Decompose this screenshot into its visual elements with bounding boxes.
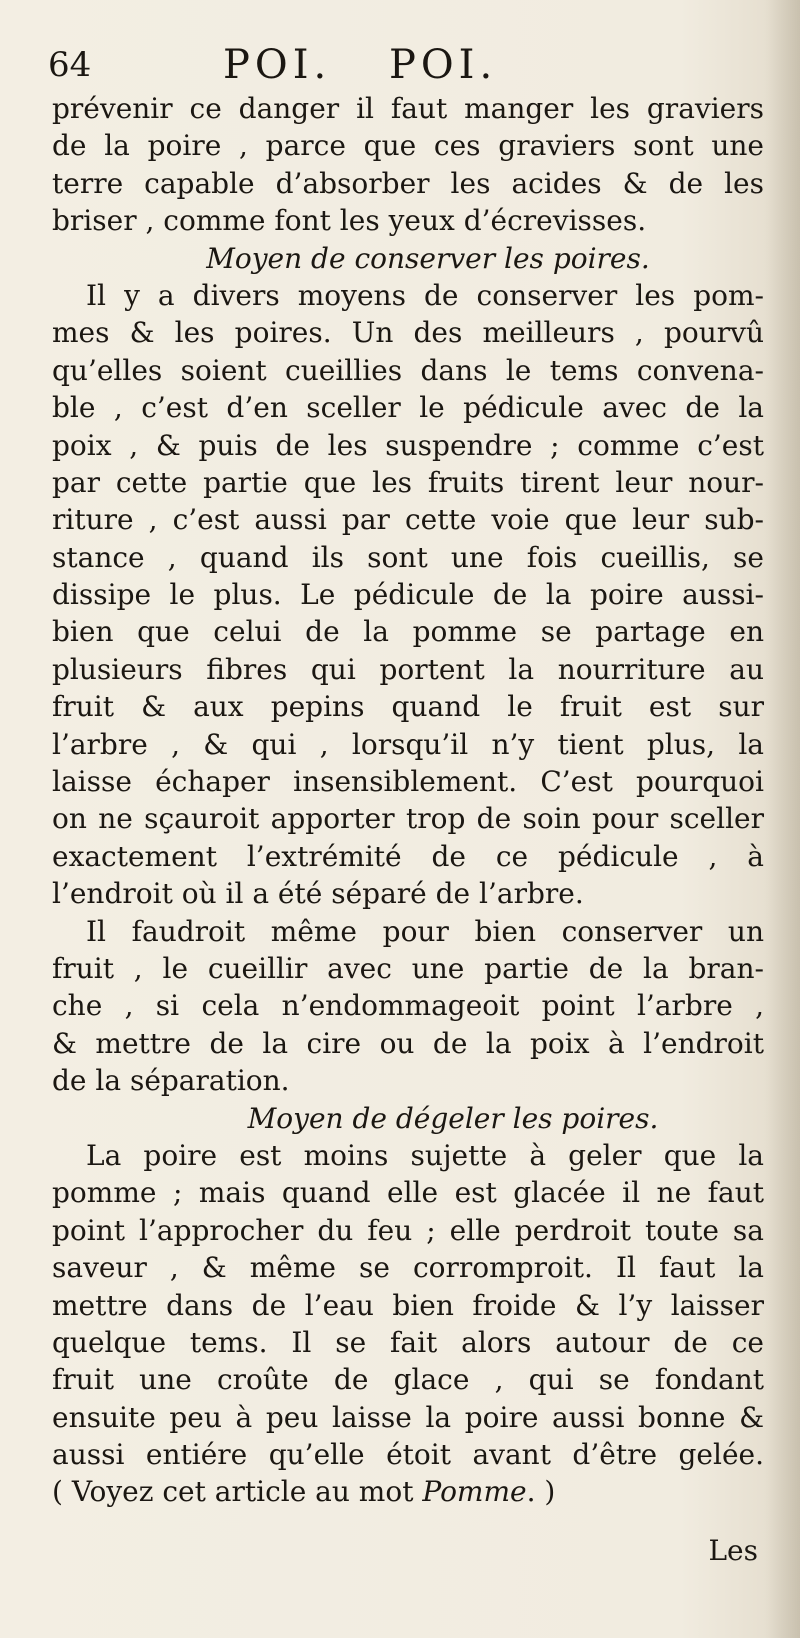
text-line: l’arbre , & qui , lorsqu’il n’y tient plus, la [52,727,764,761]
text-line: & mettre de la cire ou de la poix à l’endroit [52,1026,764,1060]
page-header [48,40,768,90]
text-line: briser , comme font les yeux d’écrevisses. [52,204,647,238]
body-text [52,90,764,1511]
reference-term: Pomme [422,1475,527,1509]
text-line: La poire est moins sujette à geler que la [86,1138,764,1172]
text-line: aussi entiére qu’elle étoit avant d’être gelée. [52,1438,764,1472]
text-line: Il faudroit même pour bien conserver un [86,914,764,948]
text-line: mes & les poires. Un des meilleurs , pourvû [52,316,764,350]
text-line: on ne sçauroit apporter trop de soin pour sceller [52,802,764,836]
text-line: prévenir ce danger il faut manger les graviers [52,92,764,125]
reference-prefix: ( Voyez cet article au mot [52,1475,423,1509]
text-line: che , si cela n’endommageoit point l’arbre , [52,989,764,1023]
reference-suffix: . ) [526,1475,556,1509]
text-line: saveur , & même se corromproit. Il faut la [52,1251,764,1285]
section-heading: Moyen de dégeler les poires. [247,1101,659,1135]
running-head: POI. POI. [223,42,498,88]
text-line: terre capable d’absorber les acides & de les [52,166,764,200]
catchword: Les [708,1534,758,1567]
text-line: par cette partie que les fruits tirent leur nour- [52,465,764,499]
cross-reference [52,1473,764,1510]
text-line: de la poire , parce que ces graviers sont une [52,129,764,163]
text-line: pomme ; mais quand elle est glacée il ne faut [52,1176,764,1210]
text-line: mettre dans de l’eau bien froide & l’y laisser [52,1288,764,1322]
page-number: 64 [48,45,92,85]
text-line: l’endroit où il a été séparé de l’arbre. [52,877,584,911]
text-line: Il y a divers moyens de conserver les pom- [86,278,764,312]
text-line: riture , c’est aussi par cette voie que leur sub- [52,503,764,537]
text-line: fruit & aux pepins quand le fruit est sur [52,690,764,724]
text-line: plusieurs fibres qui portent la nourriture au [52,652,764,686]
text-line: ensuite peu à peu laisse la poire aussi bonne & [52,1400,764,1434]
text-line: fruit , le cueillir avec une partie de la bran- [52,951,764,985]
text-line: dissipe le plus. Le pédicule de la poire aussi- [52,578,764,612]
text-line: qu’elles soient cueillies dans le tems convena- [52,353,764,387]
text-line: fruit une croûte de glace , qui se fondant [52,1363,764,1397]
section-heading: Moyen de conserver les poires. [206,241,650,275]
text-line: de la séparation. [52,1064,290,1098]
gutter-shadow [764,0,800,1638]
text-line: stance , quand ils sont une fois cueillis, se [52,540,764,574]
text-line: exactement l’extrémité de ce pédicule , à [52,839,764,873]
text-line: ble , c’est d’en sceller le pédicule avec de la [52,391,764,425]
text-line: bien que celui de la pomme se partage en [52,615,764,649]
text-line: laisse échaper insensiblement. C’est pourquoi [52,765,764,799]
text-line: quelque tems. Il se fait alors autour de ce [52,1325,764,1359]
text-line: point l’approcher du feu ; elle perdroit toute sa [52,1213,764,1247]
text-line: poix , & puis de les suspendre ; comme c’est [52,428,764,462]
